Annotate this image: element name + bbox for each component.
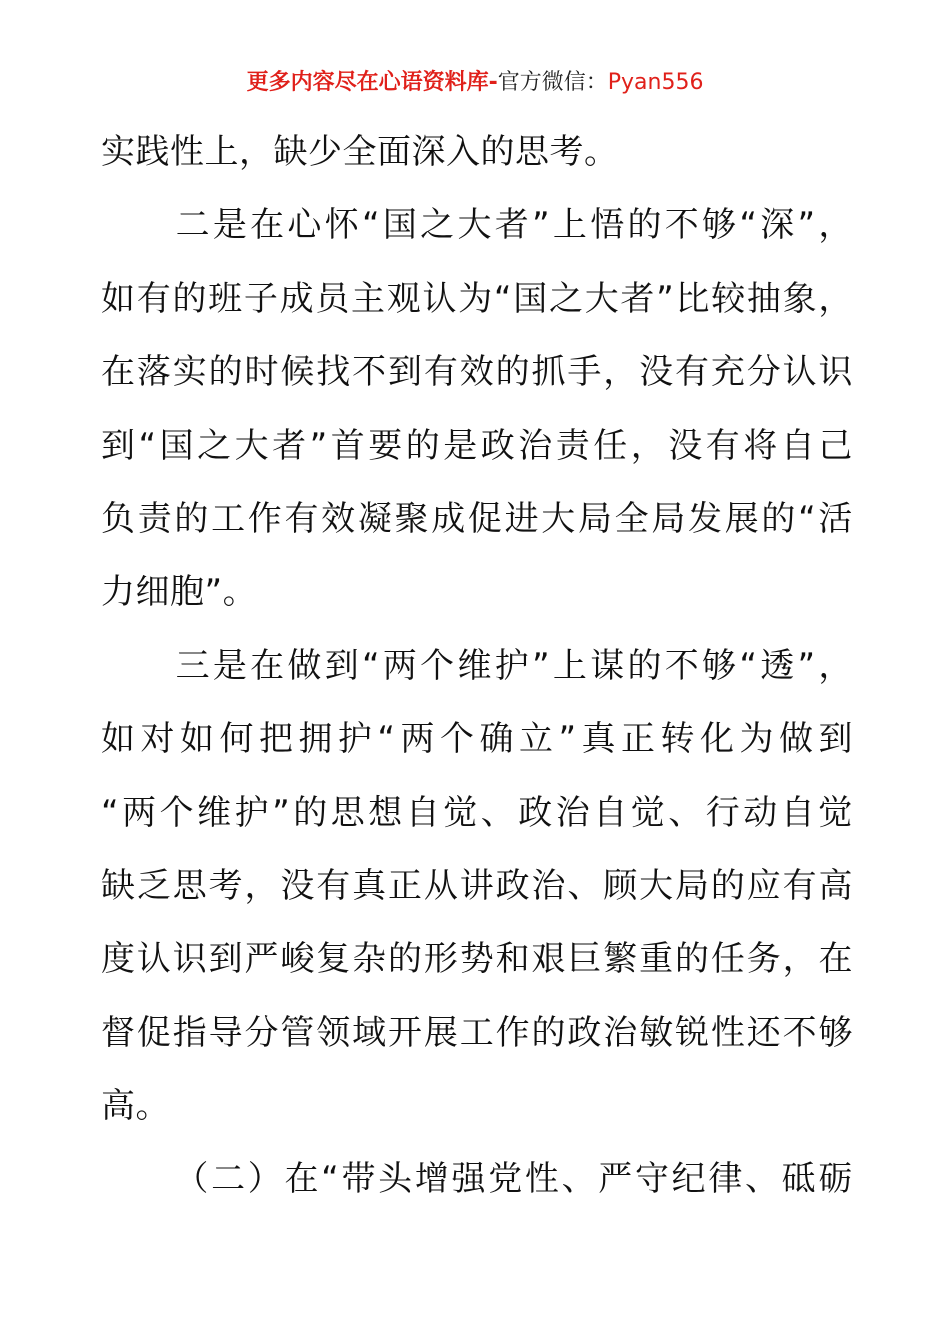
text-line: 到 “ 国 之 大 者 ” 首 要 的 是 政 治 责 任 ， 没 有 将 自 己 — [101, 425, 853, 466]
text-line: 实践性上，缺少全面深入的思考。 — [101, 132, 619, 172]
text-line: 度 认 识 到 严 峻 复 杂 的 形 势 和 艰 巨 繁 重 的 任 务 ， 在 — [101, 939, 853, 980]
text-line: 高。 — [101, 1086, 170, 1127]
header-wechat-label: 官方微信： — [497, 70, 608, 95]
header-site-name: 更多内容尽在心语资料库 — [246, 70, 489, 95]
text-line: 在 落 实 的 时 候 找 不 到 有 效 的 抓 手 ， 没 有 充 分 认 识 — [101, 352, 853, 393]
text-line: 三 是 在 做 到 “ 两 个 维 护 ” 上 谋 的 不 够 “ 透 ” ， — [175, 645, 853, 686]
watermark-header — [0, 68, 950, 98]
text-line: 如 对 如 何 把 拥 护 “ 两 个 确 立 ” 真 正 转 化 为 做 到 — [101, 719, 853, 760]
text-line: 负 责 的 工 作 有 效 凝 聚 成 促 进 大 局 全 局 发 展 的 “ 活 — [101, 498, 853, 539]
text-line: 力细胞”。 — [101, 572, 258, 613]
text-line: 二 是 在 心 怀 “ 国 之 大 者 ” 上 悟 的 不 够 “ 深 ” ， — [175, 205, 853, 246]
text-line: 督 促 指 导 分 管 领 域 开 展 工 作 的 政 治 敏 锐 性 还 不 够 — [101, 1012, 853, 1053]
header-dash: - — [488, 70, 498, 95]
text-line: 如 有 的 班 子 成 员 主 观 认 为 “ 国 之 大 者 ” 比 较 抽 象 ， — [101, 278, 853, 319]
text-line: 缺 乏 思 考 ， 没 有 真 正 从 讲 政 治 、 顾 大 局 的 应 有 高 — [101, 865, 853, 906]
header-wechat-id: Pyan556 — [607, 70, 704, 95]
document-body — [101, 116, 853, 1217]
text-line: “ 两 个 维 护 ” 的 思 想 自 觉 、 政 治 自 觉 、 行 动 自 觉 — [101, 792, 853, 833]
text-line: （ 二 ） 在 “ 带 头 增 强 党 性 、 严 守 纪 律 、 砥 砺 — [174, 1159, 853, 1200]
